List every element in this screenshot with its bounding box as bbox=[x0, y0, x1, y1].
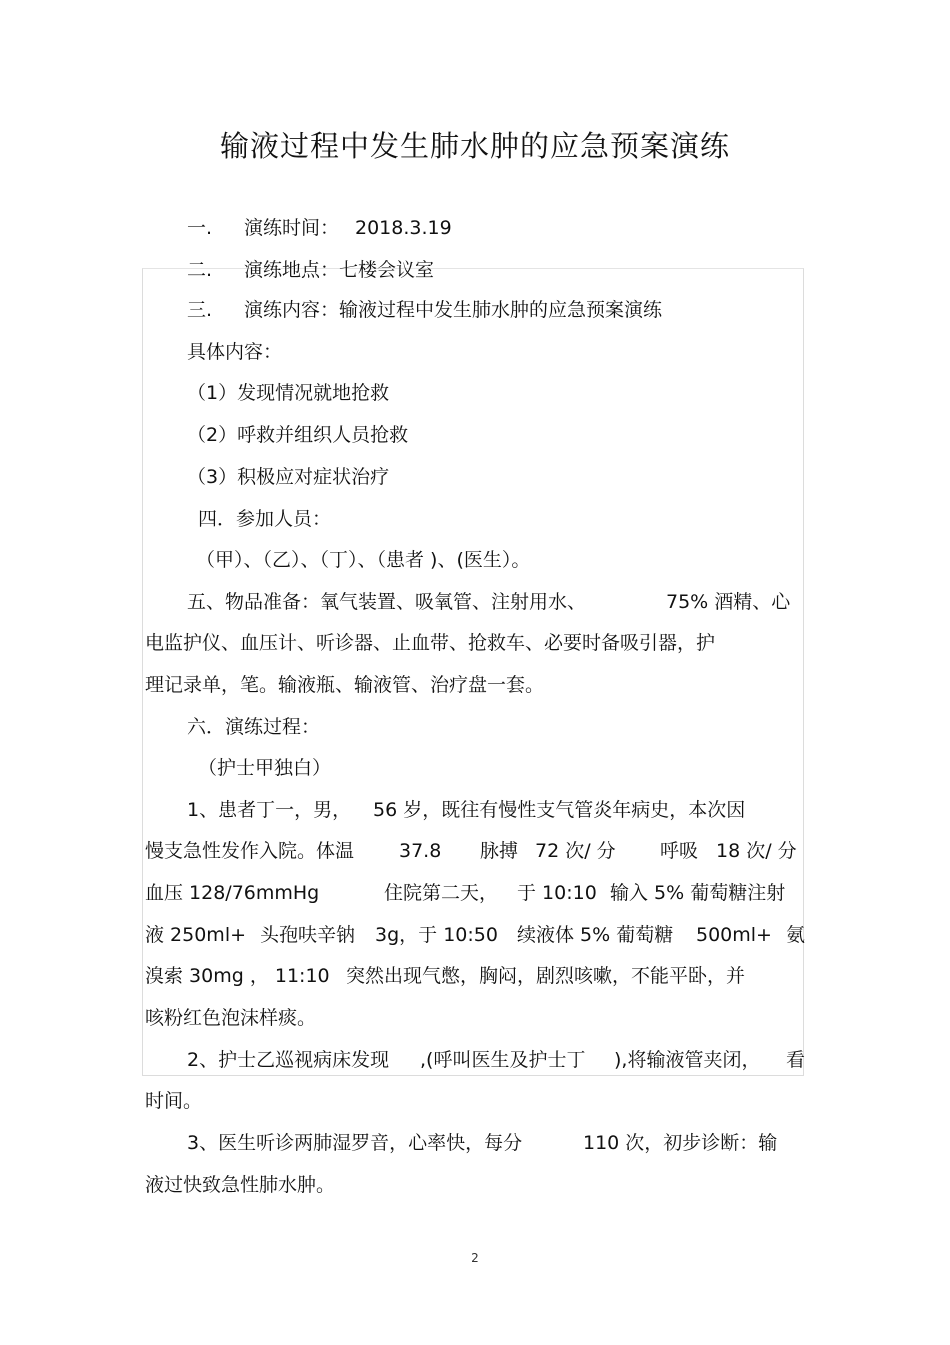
specific-content-heading: 具体内容： bbox=[187, 341, 283, 363]
para1-line4c: 3g，于 10:50 bbox=[375, 924, 498, 946]
participants-list: （甲）、（乙）、（丁）、（患者 )、(医生）。 bbox=[196, 549, 531, 571]
para2-line2: 时间。 bbox=[145, 1090, 203, 1112]
para1-line4f: 氨 bbox=[786, 924, 806, 946]
drill-content: 演练内容：输液过程中发生肺水肿的应急预案演练 bbox=[244, 299, 663, 321]
nurse-monologue-label: （护士甲独白） bbox=[198, 757, 332, 779]
section-2-number: 二. bbox=[187, 259, 213, 281]
drill-date: 2018.3.19 bbox=[355, 217, 452, 239]
para1-line3b: 住院第二天， bbox=[384, 882, 499, 904]
para1-line6: 咳粉红色泡沫样痰。 bbox=[145, 1007, 317, 1029]
respiration-value: 18 次/ 分 bbox=[716, 840, 797, 862]
pulse-label: 脉搏 bbox=[480, 840, 519, 862]
participants-heading: 四．参加人员： bbox=[198, 508, 332, 530]
para1-line1a: 1、患者丁一，男， bbox=[187, 799, 352, 821]
para1-line3c: 于 10:10 bbox=[517, 882, 597, 904]
drill-location: 演练地点：七楼会议室 bbox=[244, 259, 435, 281]
para2-line1a: 2、护士乙巡视病床发现 bbox=[187, 1049, 390, 1071]
para1-line3d: 输入 5% 葡萄糖注射 bbox=[610, 882, 786, 904]
para1-line4e: 500ml+ bbox=[696, 924, 772, 946]
para3-line1b: 110 次，初步诊断：输 bbox=[583, 1132, 778, 1154]
para1-line4d: 续液体 5% 葡萄糖 bbox=[517, 924, 674, 946]
para2-line1c: ),将输液管夹闭， bbox=[614, 1049, 761, 1071]
process-heading: 六．演练过程： bbox=[187, 716, 321, 738]
page-number: 2 bbox=[471, 1251, 479, 1265]
section-1-number: 一. bbox=[187, 217, 213, 239]
para1-line2a: 慢支急性发作入院。体温 bbox=[145, 840, 355, 862]
pulse-value: 72 次/ 分 bbox=[535, 840, 616, 862]
materials-line-1b: 75% 酒精、心 bbox=[666, 591, 791, 613]
para2-line1d: 看 bbox=[786, 1049, 806, 1071]
para1-line4b: 头孢呋辛钠 bbox=[260, 924, 356, 946]
section-1-label: 演练时间： bbox=[244, 217, 340, 239]
section-3-number: 三. bbox=[187, 299, 213, 321]
materials-line-1a: 五、物品准备：氧气装置、吸氧管、注射用水、 bbox=[187, 591, 587, 613]
para1-line5b: 突然出现气憋，胸闷，剧烈咳嗽，不能平卧，并 bbox=[346, 965, 746, 987]
para3-line1a: 3、医生听诊两肺湿罗音，心率快，每分 bbox=[187, 1132, 523, 1154]
para3-line2: 液过快致急性肺水肿。 bbox=[145, 1174, 336, 1196]
para1-line4a: 液 250ml+ bbox=[145, 924, 247, 946]
para1-line5a: 溴索 30mg ， 11:10 bbox=[145, 965, 330, 987]
para1-line1b: 56 岁，既往有慢性支气管炎年病史，本次因 bbox=[373, 799, 746, 821]
para2-line1b: ,(呼叫医生及护士丁 bbox=[420, 1049, 586, 1071]
respiration-label: 呼吸 bbox=[660, 840, 699, 862]
materials-line-3: 理记录单，笔。输液瓶、输液管、治疗盘一套。 bbox=[145, 674, 545, 696]
blood-pressure: 血压 128/76mmHg bbox=[145, 882, 320, 904]
content-item-2: （2）呼救并组织人员抢救 bbox=[187, 424, 409, 446]
document-title: 输液过程中发生肺水肿的应急预案演练 bbox=[219, 129, 730, 163]
content-item-1: （1）发现情况就地抢救 bbox=[187, 382, 390, 404]
materials-line-2: 电监护仪、血压计、听诊器、止血带、抢救车、必要时备吸引器，护 bbox=[145, 632, 716, 654]
temperature-value: 37.8 bbox=[399, 840, 442, 862]
content-item-3: （3）积极应对症状治疗 bbox=[187, 466, 390, 488]
